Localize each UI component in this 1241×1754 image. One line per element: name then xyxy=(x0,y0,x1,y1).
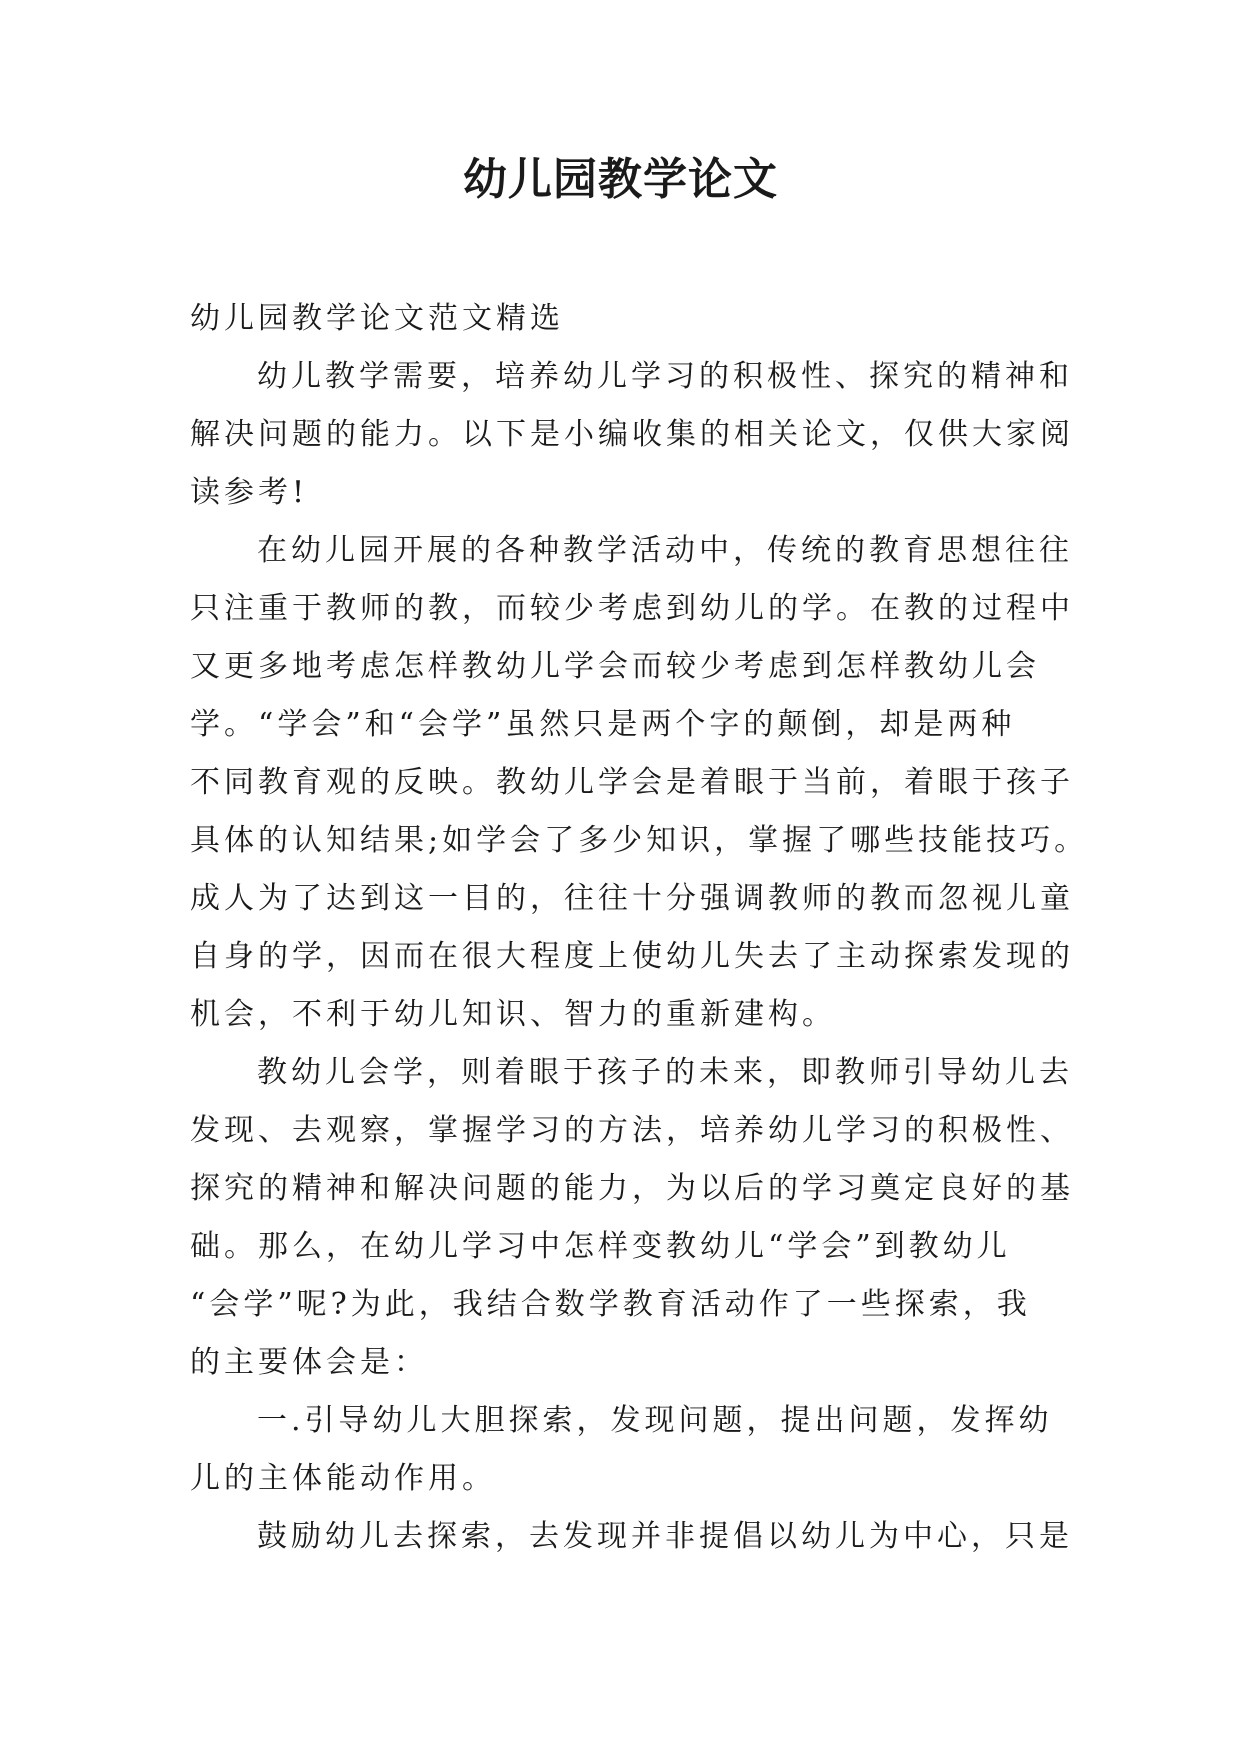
text-line: 只注重于教师的教，而较少考虑到幼儿的学。在教的过程中 xyxy=(190,591,1074,626)
text-line: 儿的主体能动作用。 xyxy=(190,1461,496,1496)
text-line: 础。那么，在幼儿学习中怎样变教幼儿“学会”到教幼儿 xyxy=(190,1229,1011,1264)
text-line: “会学”呢?为此，我结合数学教育活动作了一些探索，我 xyxy=(190,1287,1031,1322)
text-line: 不同教育观的反映。教幼儿学会是着眼于当前，着眼于孩子 xyxy=(190,765,1074,800)
text-line: 鼓励幼儿去探索，去发现并非提倡以幼儿为中心，只是 xyxy=(257,1519,1073,1554)
text-line: 机会，不利于幼儿知识、智力的重新建构。 xyxy=(190,997,836,1032)
document-title: 幼儿园教学论文 xyxy=(463,154,778,205)
text-line: 自身的学，因而在很大程度上使幼儿失去了主动探索发现的 xyxy=(190,939,1074,974)
text-line: 具体的认知结果;如学会了多少知识，掌握了哪些技能技巧。 xyxy=(190,823,1089,858)
text-line: 成人为了达到这一目的，往往十分强调教师的教而忽视儿童 xyxy=(190,881,1074,916)
text-line: 解决问题的能力。以下是小编收集的相关论文，仅供大家阅 xyxy=(190,417,1074,452)
text-line: 的主要体会是： xyxy=(190,1345,428,1380)
text-line: 探究的精神和解决问题的能力，为以后的学习奠定良好的基 xyxy=(190,1171,1074,1206)
text-line: 又更多地考虑怎样教幼儿学会而较少考虑到怎样教幼儿会 xyxy=(190,649,1040,684)
text-line: 学。“学会”和“会学”虽然只是两个字的颠倒，却是两种 xyxy=(190,707,1016,742)
text-line: 教幼儿会学，则着眼于孩子的未来，即教师引导幼儿去 xyxy=(257,1055,1073,1090)
text-line: 在幼儿园开展的各种教学活动中，传统的教育思想往往 xyxy=(257,533,1073,568)
text-line: 读参考! xyxy=(190,475,309,510)
text-line: 幼儿园教学论文范文精选 xyxy=(190,301,564,336)
text-line: 幼儿教学需要，培养幼儿学习的积极性、探究的精神和 xyxy=(257,359,1073,394)
document-body xyxy=(190,290,1089,1566)
text-line: 发现、去观察，掌握学习的方法，培养幼儿学习的积极性、 xyxy=(190,1113,1074,1148)
text-line: 一.引导幼儿大胆探索，发现问题，提出问题，发挥幼 xyxy=(257,1403,1053,1438)
